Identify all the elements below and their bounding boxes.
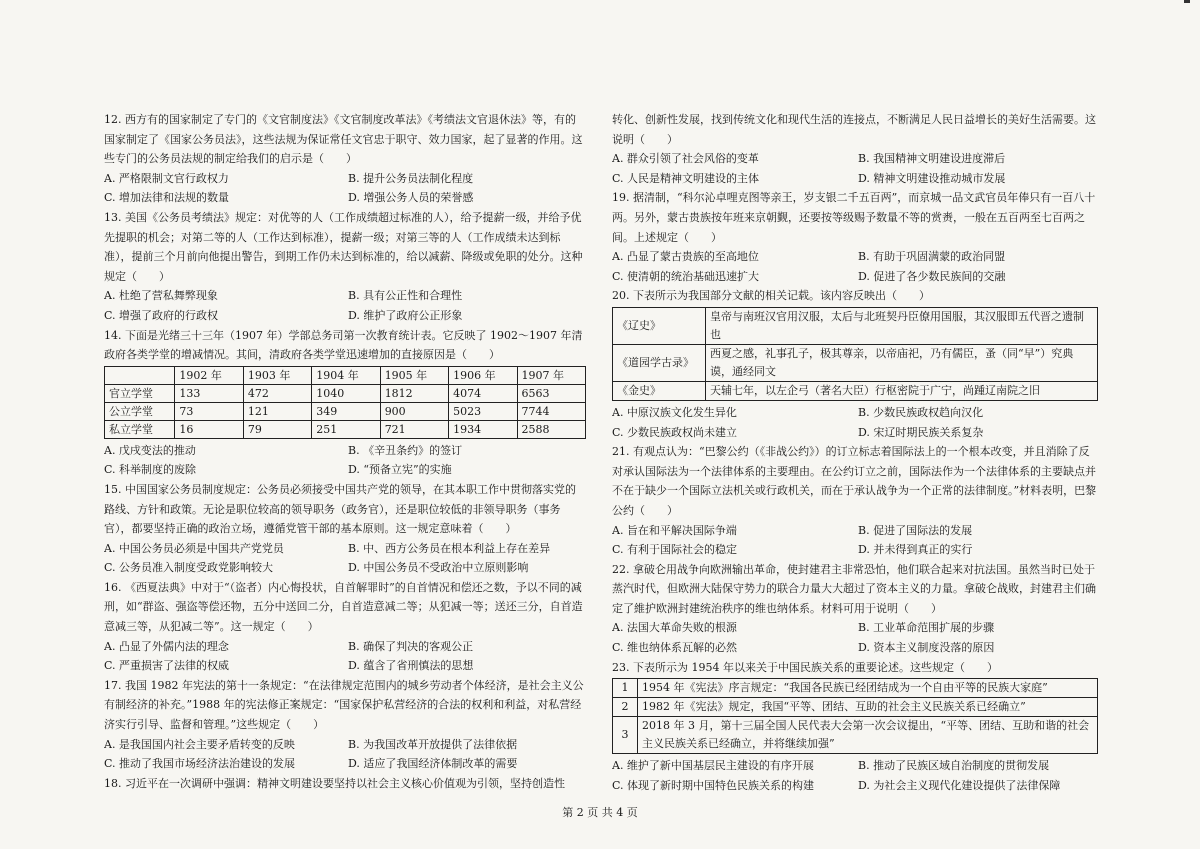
q17-options — [104, 735, 586, 774]
q17-option-c: C. 推动了我国市场经济法治建设的发展 — [104, 757, 296, 771]
table-cell: 349 — [312, 402, 380, 420]
q23-option-b: B. 推动了民族区域自治制度的贯彻发展 — [858, 759, 1050, 773]
q16-option-d: D. 蕴含了省刑慎法的思想 — [348, 659, 474, 673]
table-cell: 私立学堂 — [105, 420, 175, 438]
q12-option-d: D. 增强公务人员的荣誉感 — [348, 191, 474, 205]
table-cell — [105, 366, 175, 384]
q20-options — [612, 403, 1098, 442]
q15-option-b: B. 中、西方公务员在根本利益上存在差异 — [348, 541, 551, 555]
q19-option-a: A. 凸显了蒙古贵族的至高地位 — [612, 250, 759, 264]
table-row — [105, 384, 586, 402]
q16-options — [104, 637, 586, 676]
q17-option-a: A. 是我国国内社会主要矛盾转变的反映 — [104, 737, 295, 751]
q15-stem: 15. 中国国家公务员制度规定：公务员必须接受中国共产党的领导，在其本职工作中贯彻落实党的路线、方针和政策。无论是职位较高的领导职务（政务官），还是职位较低的非领导职务（事务官），都要坚持正确的政治立场，遵循党管干部的基本原则。这一规定意味着（ ） — [104, 482, 576, 536]
q19-option-c: C. 使清朝的统治基础迅速扩大 — [612, 269, 760, 283]
q23-stem: 23. 下表所示为 1954 年以来关于中国民族关系的重要论述。这些规定（ ） — [612, 660, 998, 674]
q19-option-d: D. 促进了各少数民族间的交融 — [858, 269, 1006, 283]
q22-option-a: A. 法国大革命失败的根源 — [612, 621, 737, 635]
table-cell: 《金史》 — [613, 381, 706, 400]
q14-stem: 14. 下面是光绪三十三年（1907 年）学部总务司第一次教育统计表。它反映了 1902～1907 年清政府各类学堂的增减情况。其间，清政府各类学堂迅速增加的直接原因是（ ） — [104, 328, 583, 362]
q19-options — [612, 247, 1098, 286]
q17-stem: 17. 我国 1982 年宪法的第十一条规定：“在法律规定范围内的城乡劳动者个体经济，是社会主义公有制经济的补充。”1988 年的宪法修正案规定：“国家保护私营经济的合法的权利和利益，对私营经济实行引导、监督和管理。”这些规定（ ） — [104, 678, 584, 732]
table-row — [613, 717, 1098, 754]
table-cell: 472 — [243, 384, 311, 402]
q21-option-a: A. 旨在和平解决国际争端 — [612, 523, 737, 537]
q20-table — [612, 307, 1098, 401]
table-cell: 1902 年 — [175, 366, 243, 384]
q14-table — [104, 366, 586, 439]
q17-option-d: D. 适应了我国经济体制改革的需要 — [348, 757, 518, 771]
q21-stem: 21. 有观点认为：“巴黎公约（《非战公约》）的订立标志着国际法上的一个根本改变，并且消除了反对承认国际法为一个法律体系的主要理由。在公约订立之前，国际法作为一个法律体系的主要缺点并不在于缺少一个国际立法机关或行政机关，而在于承认战争为一个正常的法律制度。”材料表明，巴黎公约（ ） — [612, 445, 1097, 517]
q13-option-d: D. 维护了政府公正形象 — [348, 308, 463, 322]
table-cell: 4074 — [449, 384, 517, 402]
q13-option-a: A. 杜绝了营私舞弊现象 — [104, 289, 218, 303]
q14-option-d: D. “预备立宪”的实施 — [348, 463, 452, 477]
q16-option-a: A. 凸显了外儒内法的理念 — [104, 639, 229, 653]
table-cell: 2588 — [517, 420, 585, 438]
q13-option-b: B. 具有公正性和合理性 — [348, 289, 463, 303]
q20-option-a: A. 中原汉族文化发生异化 — [612, 405, 737, 419]
q23-table — [612, 678, 1098, 754]
q12-option-c: C. 增加法律和法规的数量 — [104, 191, 230, 205]
q22-option-d: D. 资本主义制度没落的原因 — [858, 641, 995, 655]
table-header-row — [105, 366, 586, 384]
table-cell: 251 — [312, 420, 380, 438]
table-cell: 1 — [613, 679, 638, 698]
table-cell: 天辅七年，以左企弓（著名大臣）行枢密院于广宁，尚踵辽南院之旧 — [706, 381, 1098, 400]
page-number: 第 2 页 共 4 页 — [562, 806, 638, 819]
q16-stem: 16. 《西夏法典》中对于“（盗者）内心悔投状，自首解罪时”的自首情况和偿还之数，予以不同的减刑，如“群盗、强盗等偿还物，五分中送回二分，自首造意减二等；从犯减一等；送还三分，自首造意减三等，从犯减二等”。这一规定（ ） — [104, 580, 583, 634]
table-cell: 16 — [175, 420, 243, 438]
q13-option-c: C. 增强了政府的行政权 — [104, 308, 219, 322]
q18-option-d: D. 精神文明建设推动城市发展 — [858, 171, 1006, 185]
q21-option-b: B. 促进了国际法的发展 — [858, 523, 973, 537]
table-cell: 《辽史》 — [613, 307, 706, 344]
q15-option-d: D. 中国公务员不受政治中立原则影响 — [348, 561, 529, 575]
q22-option-c: C. 维也纳体系瓦解的必然 — [612, 641, 738, 655]
q18-option-a: A. 群众引领了社会风俗的变革 — [612, 152, 759, 166]
q21-options — [612, 521, 1098, 560]
table-cell: 1812 — [380, 384, 448, 402]
q20-option-d: D. 宋辽时期民族关系复杂 — [858, 425, 984, 439]
table-cell: 皇帝与南班汉官用汉服，太后与北班契丹臣僚用国服，其汉服即五代晋之遗制也 — [706, 307, 1098, 344]
q23-options — [612, 756, 1098, 795]
table-cell: 2018 年 3 月，第十三届全国人民代表大会第一次会议提出，“平等、团结、互助和谐的社会主义民族关系已经确立，并将继续加强” — [638, 717, 1098, 754]
q15-option-c: C. 公务员准入制度受政党影响较大 — [104, 561, 274, 575]
q19-option-b: B. 有助于巩固满蒙的政治同盟 — [858, 250, 1006, 264]
table-cell: 1954 年《宪法》序言规定：“我国各民族已经团结成为一个自由平等的民族大家庭” — [638, 679, 1098, 698]
table-cell: 1905 年 — [380, 366, 448, 384]
q18-option-b: B. 我国精神文明建设进度滞后 — [858, 152, 1006, 166]
q21-option-d: D. 并未得到真正的实行 — [858, 543, 973, 557]
table-cell: 73 — [175, 402, 243, 420]
q15-options — [104, 539, 586, 578]
table-cell: 79 — [243, 420, 311, 438]
table-cell: 7744 — [517, 402, 585, 420]
table-row — [613, 381, 1098, 400]
table-cell: 721 — [380, 420, 448, 438]
q12-option-b: B. 提升公务员法制化程度 — [348, 171, 474, 185]
q13-stem: 13. 美国《公务员考绩法》规定：对优等的人（工作成绩超过标准的人），给予提薪一级，并给予优先提职的机会；对第二等的人（工作达到标准），提薪一级；对第三等的人（工作成绩未达到标准），提前三个月前向他提出警告，到期工作仍未达到标准的，给以减薪、降级或免职的处分。这种规定（ ） — [104, 210, 583, 283]
table-cell: 西夏之感，礼事孔子，极其尊亲，以帝庙祀，乃有儒臣，蚤（同“早”）究典谟，通经同文 — [706, 344, 1098, 381]
table-cell: 6563 — [517, 384, 585, 402]
table-cell: 官立学堂 — [105, 384, 175, 402]
q22-option-b: B. 工业革命范围扩展的步骤 — [858, 621, 995, 635]
table-cell: 2 — [613, 698, 638, 717]
table-cell: 《道园学古录》 — [613, 344, 706, 381]
q12-option-a: A. 严格限制文官行政权力 — [104, 171, 229, 185]
q12-stem: 12. 西方有的国家制定了专门的《文官制度法》《文官制度改革法》《考绩法文官退休法》等，有的国家制定了《国家公务员法》，这些法规为保证常任文官忠于职守、效力国家，起了显著的作用。这些专门的公务员法规的制定给我们的启示是（ ） — [104, 113, 583, 166]
table-cell: 3 — [613, 717, 638, 754]
q13-options — [104, 286, 586, 325]
table-cell: 133 — [175, 384, 243, 402]
table-row — [105, 402, 586, 420]
table-row — [613, 307, 1098, 344]
table-row — [613, 344, 1098, 381]
q23-option-c: C. 体现了新时期中国特色民族关系的构建 — [612, 778, 815, 792]
table-row — [105, 420, 586, 438]
corner-mark — [1184, 0, 1190, 3]
table-cell: 1982 年《宪法》规定，我国“平等、团结、互助的社会主义民族关系已经确立” — [638, 698, 1098, 717]
q20-option-c: C. 少数民族政权尚未建立 — [612, 425, 738, 439]
q18-stem-continued: 转化、创新性发展，找到传统文化和现代生活的连接点，不断满足人民日益增长的美好生活需要。这说明（ ） — [612, 113, 1096, 146]
q15-option-a: A. 中国公务员必须是中国共产党党员 — [104, 541, 284, 555]
q18-option-c: C. 人民是精神文明建设的主体 — [612, 171, 760, 185]
q23-option-a: A. 维护了新中国基层民主建设的有序开展 — [612, 759, 814, 773]
table-cell: 121 — [243, 402, 311, 420]
q18-stem: 18. 习近平在一次调研中强调：精神文明建设要坚持以社会主义核心价值观为引领，坚持创造性 — [104, 776, 565, 790]
table-cell: 1904 年 — [312, 366, 380, 384]
q17-option-b: B. 为我国改革开放提供了法律依据 — [348, 737, 518, 751]
q14-option-a: A. 戊戌变法的推动 — [104, 443, 196, 457]
table-row — [613, 698, 1098, 717]
q23-option-d: D. 为社会主义现代化建设提供了法律保障 — [858, 778, 1061, 792]
q22-options — [612, 618, 1098, 657]
table-cell: 900 — [380, 402, 448, 420]
q18-options — [612, 149, 1098, 188]
q12-options — [104, 169, 586, 208]
q14-options — [104, 441, 586, 480]
q22-stem: 22. 拿破仑用战争向欧洲输出革命，使封建君主非常恐怕，他们联合起来对抗法国。虽然当时已处于蒸汽时代，但欧洲大陆保守势力的联合力量大大超过了资本主义的力量。拿破仑战败，封建君主们确定了維护欧洲封建统治秩序的维也纳体系。材料可用于说明（ ） — [612, 562, 1096, 615]
q21-option-c: C. 有利于国际社会的稳定 — [612, 543, 738, 557]
table-row — [613, 679, 1098, 698]
left-column — [104, 110, 586, 793]
right-column — [612, 110, 1098, 795]
table-cell: 1934 — [449, 420, 517, 438]
q14-option-b: B. 《辛丑条约》的签订 — [348, 443, 463, 457]
q20-option-b: B. 少数民族政权趋向汉化 — [858, 405, 984, 419]
table-cell: 公立学堂 — [105, 402, 175, 420]
q14-option-c: C. 科举制度的废除 — [104, 463, 197, 477]
table-cell: 1903 年 — [243, 366, 311, 384]
table-cell: 5023 — [449, 402, 517, 420]
q20-stem: 20. 下表所示为我国部分文献的相关记载。该内容反映出（ ） — [612, 289, 930, 303]
q19-stem: 19. 据清制，“科尔沁卓哩克图等亲王，岁支银二千五百两”，而京城一品文武官员年俸只有一百八十两。另外，蒙古贵族按年班来京朝觐，还要按等级赐予数量不等的赏赉，一般在五百两至七百两之间。上述规定（ ） — [612, 191, 1096, 244]
table-cell: 1906 年 — [449, 366, 517, 384]
table-cell: 1907 年 — [517, 366, 585, 384]
q16-option-b: B. 确保了判决的客观公正 — [348, 639, 474, 653]
table-cell: 1040 — [312, 384, 380, 402]
q16-option-c: C. 严重损害了法律的权威 — [104, 659, 230, 673]
